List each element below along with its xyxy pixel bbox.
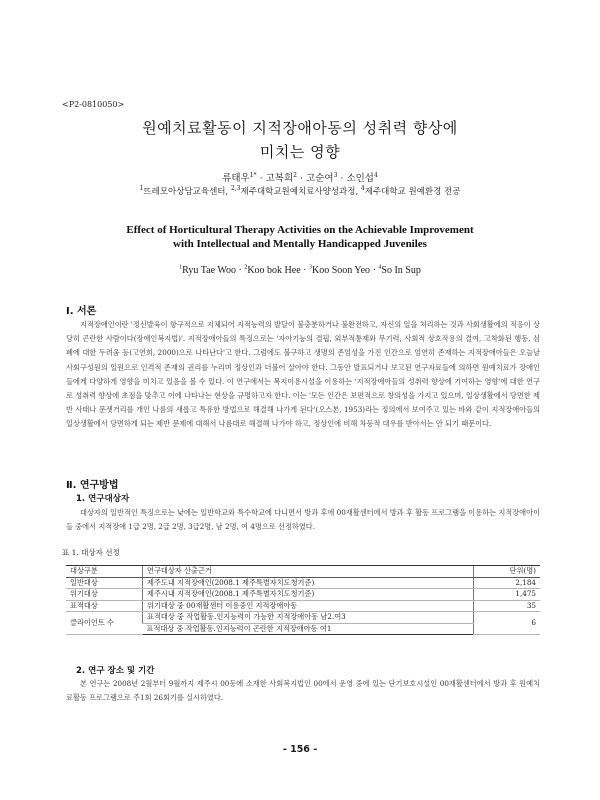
paper-code: <P2-0810050>: [62, 100, 125, 109]
korean-authors: 류태우$^{1*}$ · 고복희$^2$ · 고순여$^3$ · 소인섭$^4$: [222, 171, 378, 184]
method-heading: Ⅱ. 연구방법: [66, 480, 119, 491]
author-name: 류태우: [222, 173, 250, 184]
affiliation-sup: 4: [360, 185, 365, 193]
table-cell-category: 일반대상: [66, 577, 143, 589]
affiliation: 제주대학교원예치료사양성과정,: [240, 187, 359, 197]
place-period-heading: 2. 연구 장소 및 기간: [76, 666, 155, 676]
table-cell-category: 표적대상: [66, 600, 143, 612]
english-title-line-1: Effect of Horticultural Therapy Activities on the Achievable Improvement: [126, 224, 474, 236]
korean-title-line-2: 미치는 영향: [259, 143, 341, 161]
table-header-cell: 연구대상자 산출근거: [143, 566, 474, 578]
table-header-row: [66, 566, 540, 578]
table-cell-count: 2,184: [474, 577, 541, 589]
table-row: [66, 612, 540, 624]
author-name: Koo bok Hee: [247, 265, 301, 276]
author-sup: 2: [244, 264, 248, 271]
author-sup: 3: [333, 171, 338, 179]
table-cell-basis: 표적대상 중 작업활동.인지능력이 가능한 지적장애아동 남2.여3: [143, 612, 474, 624]
affiliation: 뜨레모아상담교육센터,: [143, 187, 229, 197]
place-period-paragraph: 본 연구는 2008년 2월부터 9월까지 제주시 00동에 소재한 사회복지법인 00에서 운영 중에 있는 단기보호시설인 00재활센터에서 방과 후 원예치료활동 프로그램으로 주1회 26회기를 실시하였다.: [66, 679, 540, 703]
table-cell-category: 위기대상: [66, 589, 143, 601]
intro-paragraph: 지적장애인이란 '정신발육이 항구적으로 지체되어 지적능력의 발달이 불충분하거나 불완전하고, 자신의 일을 처리하는 것과 사회생활에의 적응이 상당히 곤란한 사람이다(장애인복지법)'. 지적장애아들의 특징으로는 '자아기능의 결핍, 외부적통제와 무기력, 사회적 상호작용의 결여, 고착화된 행동, 심폐에 대한 두려움 등(고연희, 2000)으로 나타난다'고 한다. 그럼에도 불구하고 생명의 존엄성을 가진 인간으로 엄연히 존재하는 지적장애아들은 오늘날 사회구성원의 일원으로 인격적 존재의 권리를 누리며 정상인과 더불어 살아야 한다. 그동안 발표되거나 보고된 연구자료들에 의하면 원예치료가 장애인들에게 다양하게 영향을 미치고 있음을 볼 수 있다. 이 연구에서는 복지이용시설을 이용하는 '지적장애아들의 성취력 향상에 기여하는 영향'에 대한 연구로 성취력 향상에 초점을 맞추고 이에 나타나는 현상을 규명하고자 한다. 이는 '모든 인간은 보편적으로 창의성을 가지고 있으며, 일상생활에서 당면한 제반 사태나 문젯거리를 개인 나름의 새롭고 특유한 방법으로 해결해 나가게 된다'(오스본, 1953)라는 정의에서 보여주고 있는 바와 같이 지적장애아들의 일상생활에서 당면하게 되는 제반 문제에 대해서 나름대로 해결해 나가야 하고, 정상인에 비해 차등적 대우를 받아서는 안 되기 때문이다.: [66, 320, 540, 429]
korean-affiliations: [0, 185, 600, 197]
table-cell-count: 35: [474, 600, 541, 612]
author-name: Koo Soon Yeo: [311, 265, 371, 276]
author-name: Ryu Tae Woo: [182, 265, 236, 276]
table-cell-basis: 위기대상 중 00재활센터 이용중인 지적장애아동: [143, 600, 474, 612]
table-cell-count: 1,475: [474, 589, 541, 601]
table-caption: 표 1. 대상자 선정: [62, 548, 120, 557]
subjects-paragraph: 대상자의 일반적인 특징으로는 낮에는 일반학교와 특수학교에 다니면서 방과 후에 00재활센터에서 방과 후 활동 프로그램을 이용하는 지적장애아이들 중에서 지적장애 1급 2명, 2급 2명, 3급2명, 남 2명, 여 4명으로 선정하였다.: [66, 508, 541, 532]
table-header-cell: 대상구분: [66, 566, 143, 578]
table-header-cell: 단위(명): [474, 566, 541, 578]
author-sup: 3: [308, 264, 312, 271]
affiliation: 제주대학교 원예환경 전공: [364, 187, 461, 197]
korean-title-line-1: 원예치료활동이 지적장애아동의 성취력 향상에: [142, 119, 458, 137]
author-name: 고복희: [265, 173, 294, 184]
table-row: [66, 589, 540, 601]
author-sup: 4: [373, 171, 378, 179]
subjects-table: [66, 565, 540, 635]
english-authors: $^1$Ryu Tae Woo · $^2$Koo bok Hee · $^3$Koo Soon Yeo · $^4$So In Sup: [179, 264, 421, 276]
intro-heading: Ⅰ. 서론: [66, 306, 97, 317]
table-cell-basis: 표적대상 중 작업활동.인지능력이 곤란한 지적장애아동 여1: [143, 623, 474, 635]
table-cell-category: 클라이언트 수: [66, 612, 143, 635]
affiliation-sup: 2,3: [230, 185, 241, 193]
table-row: [66, 577, 540, 589]
author-sup: 2: [293, 171, 297, 179]
author-name: 소인섭: [346, 173, 374, 184]
table-row: [66, 600, 540, 612]
author-name: So In Sup: [381, 265, 421, 276]
table-cell-basis: 제주도내 지적장애인(2008.1 제주특별자치도청기준): [143, 577, 474, 589]
author-sup: 1*: [249, 171, 257, 179]
table-cell-basis: 제주시내 지적장애인(2008.1 제주특별자치도청기준): [143, 589, 474, 601]
subjects-heading: 1. 연구대상자: [76, 494, 130, 504]
english-title-line-2: with Intellectual and Mentally Handicapped Juveniles: [173, 238, 427, 250]
author-sup: 4: [378, 264, 382, 271]
author-sup: 1: [179, 264, 183, 271]
affiliation-sup: 1: [139, 185, 144, 193]
table-cell-count: 6: [474, 612, 541, 635]
author-name: 고순여: [306, 173, 334, 184]
page-number: - 156 -: [282, 744, 318, 755]
